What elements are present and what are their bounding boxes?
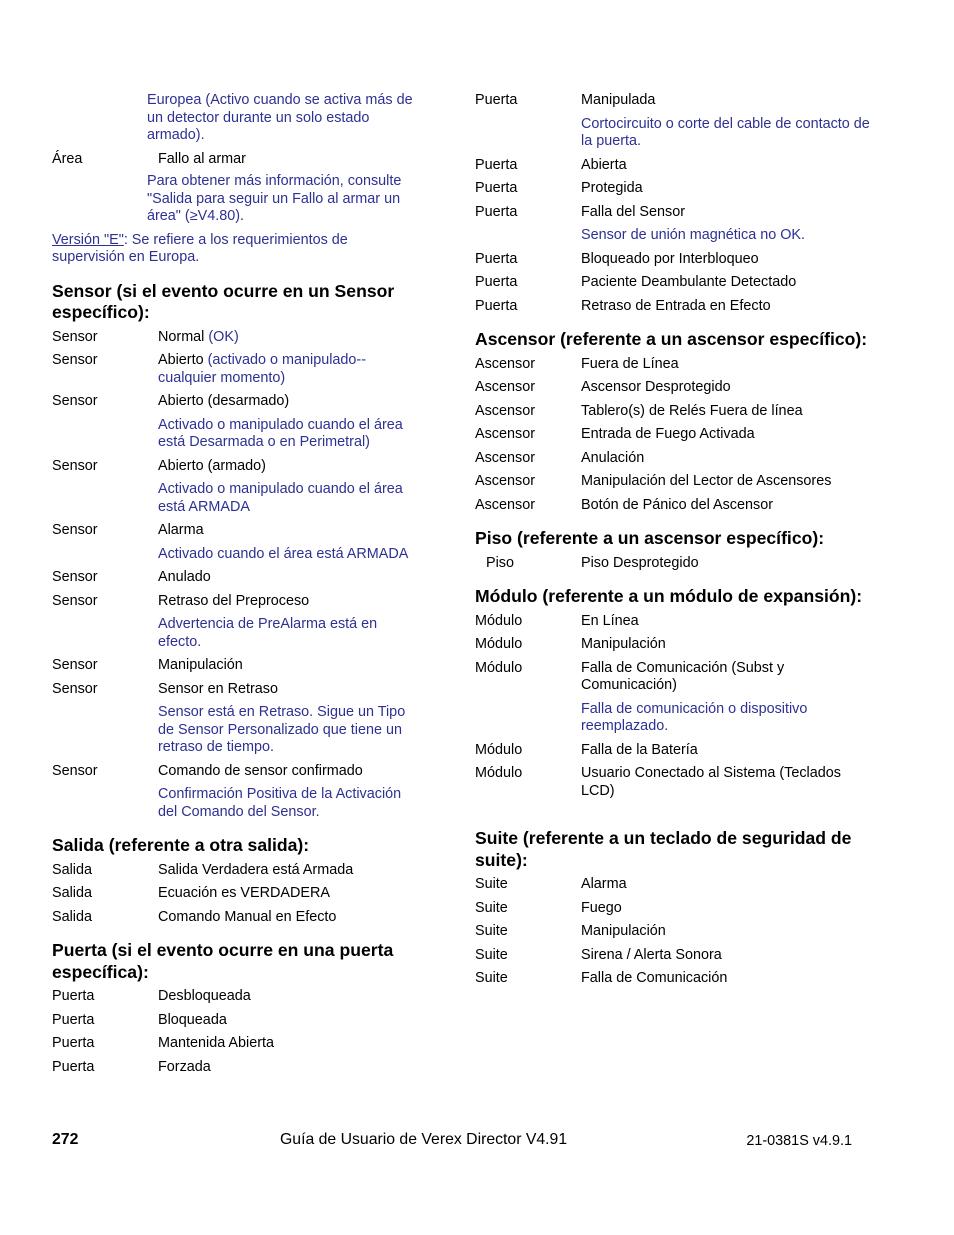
item-value [581,92,875,110]
item-value-text: Abierto (desarmado) [158,393,290,409]
item-label: Puerta [52,1011,95,1028]
item-value-text: Anulación [581,449,645,466]
suite-list [475,876,875,988]
item-label: Sensor [52,762,98,779]
piso-list [475,555,875,573]
ascensor-list [475,356,875,515]
item-value [158,681,424,699]
item-value-text: Ecuación es VERDADERA [158,885,330,901]
item-label: Módulo [475,741,523,758]
item-value [581,403,875,421]
area-label: Área [52,150,83,167]
item-label: Ascensor [475,355,535,372]
europe-note: Europea (Activo cuando se activa más de un detector durante un solo estado armado). [147,92,413,143]
item-value-text: Botón de Pánico del Ascensor [581,496,774,513]
item-value [581,274,875,292]
item-value-text: Tablero(s) de Relés Fuera de línea [581,402,803,419]
puerta-heading: Puerta (si el evento ocurre en una puerta específica): [52,940,394,982]
item-value-text: Usuario Conectado al Sistema (Teclados LCD) [581,765,841,799]
item-value-qualifier: (OK) [208,328,239,345]
item-value-text: Fuera de Línea [581,355,679,372]
item-value-text: Abierta [581,156,627,173]
item-value-text: Mantenida Abierta [158,1035,275,1051]
list-item [475,180,875,198]
item-value-text: Ascensor Desprotegido [581,379,731,395]
list-item [52,329,424,347]
item-value-text: Alarma [581,876,627,892]
item-label: Salida [52,885,93,901]
item-label: Sensor [52,657,98,673]
item-label: Puerta [52,1058,95,1075]
list-item [475,497,875,515]
list-item [475,765,875,800]
item-value-text: Salida Verdadera está Armada [158,861,354,878]
item-value [158,393,424,411]
item-value [581,180,875,198]
list-item [475,157,875,175]
modulo-heading: Módulo (referente a un módulo de expansión): [475,586,863,606]
item-value [581,157,875,175]
list-item [475,555,875,573]
item-value-text: Retraso de Entrada en Efecto [581,297,771,314]
list-item [475,274,875,292]
item-value-text: Piso Desprotegido [581,554,699,571]
page-number: 272 [52,1131,79,1148]
item-label: Ascensor [475,496,535,513]
item-label: Sensor [52,569,98,585]
list-item [52,393,424,411]
item-value-text: Alarma [158,522,204,538]
item-label: Sensor [52,328,98,345]
list-item [475,403,875,421]
item-value [581,923,875,941]
doc-code: 21-0381S v4.9.1 [746,1133,852,1149]
item-label: Salida [52,908,93,925]
area-row [52,151,424,169]
item-value [581,947,875,965]
sensor-heading: Sensor (si el evento ocurre en un Sensor específico): [52,280,395,322]
item-label: Puerta [52,1035,95,1051]
item-label: Puerta [475,297,518,314]
list-item [52,862,424,880]
piso-heading: Piso (referente a un ascensor específico): [475,528,825,548]
item-value-text: Falla de la Batería [581,741,698,758]
item-label: Suite [475,899,508,916]
item-value-text: Manipulación [158,657,243,673]
version-link[interactable]: Versión "E" [52,231,124,248]
item-label: Piso [486,554,514,571]
list-item [475,450,875,468]
item-value [158,522,424,540]
list-item [52,522,424,540]
item-label: Módulo [475,659,523,676]
modulo-list [475,613,875,801]
list-item [52,763,424,781]
item-label: Suite [475,946,508,963]
item-value [581,356,875,374]
item-value-text: Abierto [158,352,208,368]
item-value [581,251,875,269]
item-label: Puerta [475,180,518,196]
list-item [52,593,424,611]
item-value [158,1059,424,1077]
item-label: Módulo [475,612,523,629]
list-item [475,613,875,631]
ascensor-heading: Ascensor (referente a un ascensor específico): [475,329,868,349]
list-item [475,900,875,918]
list-item [475,204,875,222]
item-label: Puerta [475,274,518,290]
item-value-text: Entrada de Fuego Activada [581,426,755,442]
list-item [52,657,424,675]
list-item [475,970,875,988]
list-item [475,251,875,269]
item-value [158,352,424,387]
item-value [158,862,424,880]
item-label: Sensor [52,522,98,538]
item-value-text: Manipulación del Lector de Ascensores [581,473,832,489]
item-label: Ascensor [475,402,535,419]
item-value [158,988,424,1006]
list-item [475,379,875,397]
item-note: Activado o manipulado cuando el área está ARMADA [158,481,403,515]
item-value [581,298,875,316]
area-note: Para obtener más información, consulte "Salida para seguir un Fallo al armar un área" (≥V4.80). [147,173,402,224]
item-value-text: Falla de Comunicación [581,970,728,986]
item-value-text: Manipulada [581,92,656,108]
list-item [475,876,875,894]
item-value [581,765,875,800]
item-value [581,426,875,444]
item-value [581,379,875,397]
item-value [158,885,424,903]
item-value [581,555,875,573]
salida-heading: Salida (referente a otra salida): [52,835,310,855]
item-value-text: Bloqueada [158,1011,227,1028]
item-value-text: Protegida [581,180,643,196]
list-item [475,636,875,654]
list-item [52,1059,424,1077]
item-label: Puerta [475,156,518,173]
list-item [475,947,875,965]
item-label: Suite [475,876,508,892]
list-item [475,923,875,941]
item-value-text: Falla del Sensor [581,203,685,220]
item-value-text: Desbloqueada [158,988,251,1004]
item-value [581,970,875,988]
item-value-text: Fuego [581,899,622,916]
item-value [158,657,424,675]
item-label: Ascensor [475,426,535,442]
item-value-text: Sirena / Alerta Sonora [581,946,722,963]
item-value [581,900,875,918]
item-value [158,458,424,476]
item-value [581,473,875,491]
list-item [475,92,875,110]
list-item [52,681,424,699]
right-column [475,92,875,994]
list-item [475,356,875,374]
item-value [158,329,424,347]
item-note: Activado o manipulado cuando el área está Desarmada o en Perimetral) [158,416,403,450]
list-item [52,1012,424,1030]
list-item [52,1035,424,1053]
item-label: Puerta [475,92,518,108]
item-value [581,613,875,631]
item-label: Suite [475,923,508,939]
item-note: Cortocircuito o corte del cable de contacto de la puerta. [581,115,870,149]
footer-title: Guía de Usuario de Verex Director V4.91 [280,1131,568,1148]
item-value [158,1035,424,1053]
item-note: Sensor está en Retraso. Sigue un Tipo de Sensor Personalizado que tiene un retraso de tiempo. [158,704,406,755]
item-value [158,1012,424,1030]
item-value-text: Retraso del Preproceso [158,592,310,609]
list-item [52,885,424,903]
list-item [475,660,875,695]
item-label: Puerta [52,988,95,1004]
item-value-text: Anulado [158,569,211,585]
list-item [475,742,875,760]
item-value-text: Sensor en Retraso [158,680,278,697]
item-label: Salida [52,861,93,878]
item-value-text: En Línea [581,612,639,629]
left-column [52,92,424,1082]
page-footer [52,1131,852,1153]
item-value-text: Normal [158,328,209,345]
item-label: Ascensor [475,379,535,395]
item-label: Módulo [475,636,523,652]
list-item [52,352,424,387]
item-note: Activado cuando el área está ARMADA [158,545,409,562]
list-item [52,988,424,1006]
puerta-list-right [475,92,875,315]
list-item [475,426,875,444]
list-item [475,473,875,491]
item-note: Falla de comunicación o dispositivo reemplazado. [581,700,808,734]
item-value-text: Paciente Deambulante Detectado [581,274,797,290]
suite-heading: Suite (referente a un teclado de seguridad de suite): [475,828,852,870]
item-value [158,909,424,927]
version-note [52,232,424,267]
item-label: Suite [475,970,508,986]
item-label: Sensor [52,680,98,697]
item-value [158,763,424,781]
list-item [475,298,875,316]
item-value [581,204,875,222]
item-value [581,450,875,468]
item-value [158,593,424,611]
item-value-text: Manipulación [581,636,666,652]
list-item [52,909,424,927]
salida-list [52,862,424,927]
item-note: Confirmación Positiva de la Activación del Comando del Sensor. [158,786,402,820]
item-value-text: Falla de Comunicación (Subst y Comunicación) [581,659,785,693]
item-value [581,876,875,894]
item-value [581,497,875,515]
sensor-list [52,329,424,822]
item-value-text: Bloqueado por Interbloqueo [581,250,759,267]
item-value [581,636,875,654]
item-value-text: Comando Manual en Efecto [158,908,337,925]
item-label: Sensor [52,393,98,409]
item-label: Sensor [52,352,98,368]
puerta-list-left [52,988,424,1076]
item-label: Ascensor [475,449,535,466]
item-value-text: Abierto (armado) [158,457,266,474]
item-label: Módulo [475,765,523,781]
version-text: : Se refiere a los requerimientos de supervisión en Europa. [52,231,348,265]
item-label: Sensor [52,592,98,609]
item-value [158,569,424,587]
item-value-text: Comando de sensor confirmado [158,762,363,779]
list-item [52,458,424,476]
item-value-qualifier: (activado o manipulado--cualquier momento) [158,352,366,386]
area-value: Fallo al armar [158,150,246,167]
item-value-text: Manipulación [581,923,666,939]
item-value [581,660,875,695]
item-value [581,742,875,760]
item-value-text: Forzada [158,1058,211,1075]
list-item [52,569,424,587]
item-label: Puerta [475,203,518,220]
item-label: Puerta [475,250,518,267]
item-note: Sensor de unión magnética no OK. [581,227,805,243]
item-note: Advertencia de PreAlarma está en efecto. [158,616,378,650]
item-label: Ascensor [475,473,535,489]
item-label: Sensor [52,457,98,474]
